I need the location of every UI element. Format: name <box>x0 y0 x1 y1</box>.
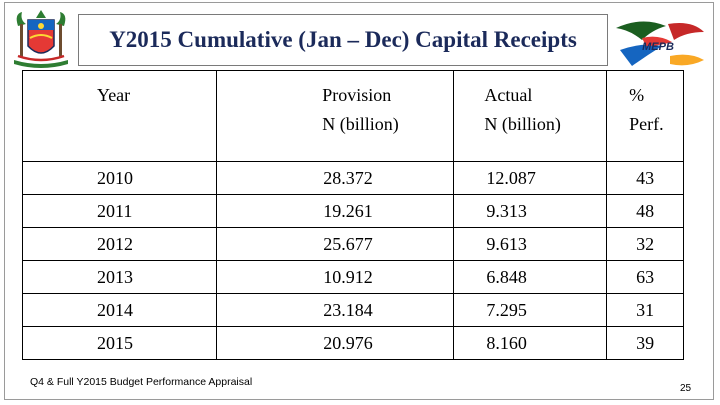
cell-perf: 43 <box>607 162 684 195</box>
cell-actual: 9.613 <box>454 228 607 261</box>
cell-year: 2015 <box>23 327 217 360</box>
table-row <box>23 162 684 195</box>
cell-year: 2010 <box>23 162 217 195</box>
page-number: 25 <box>680 383 692 394</box>
cell-provision: 20.976 <box>217 327 454 360</box>
header-actual: Actual N (billion) <box>454 71 607 162</box>
cell-perf: 39 <box>607 327 684 360</box>
cell-provision: 10.912 <box>217 261 454 294</box>
header-provision: Provision N (billion) <box>217 71 454 162</box>
state-crest-logo <box>8 6 74 72</box>
title-box <box>78 14 608 66</box>
cell-year: 2013 <box>23 261 217 294</box>
cell-provision: 28.372 <box>217 162 454 195</box>
cell-perf: 31 <box>607 294 684 327</box>
table-row <box>23 228 684 261</box>
cell-year: 2012 <box>23 228 217 261</box>
capital-receipts-table <box>22 70 684 360</box>
cell-actual: 7.295 <box>454 294 607 327</box>
cell-actual: 8.160 <box>454 327 607 360</box>
table-row <box>23 294 684 327</box>
cell-perf: 32 <box>607 228 684 261</box>
cell-year: 2014 <box>23 294 217 327</box>
cell-provision: 23.184 <box>217 294 454 327</box>
cell-year: 2011 <box>23 195 217 228</box>
mepb-logo <box>612 16 708 72</box>
table-row <box>23 261 684 294</box>
table-row <box>23 195 684 228</box>
mepb-logo-text: MEPB <box>642 41 674 53</box>
cell-actual: 6.848 <box>454 261 607 294</box>
slide-title: Y2015 Cumulative (Jan – Dec) Capital Receipts <box>109 27 577 52</box>
cell-actual: 9.313 <box>454 195 607 228</box>
slide-footer: Q4 & Full Y2015 Budget Performance Appraisal <box>30 376 253 388</box>
header-year: Year <box>23 71 217 162</box>
header-perf: % Perf. <box>607 71 684 162</box>
table-header-row <box>23 71 684 162</box>
cell-perf: 48 <box>607 195 684 228</box>
table-row <box>23 327 684 360</box>
cell-provision: 25.677 <box>217 228 454 261</box>
cell-provision: 19.261 <box>217 195 454 228</box>
cell-perf: 63 <box>607 261 684 294</box>
cell-actual: 12.087 <box>454 162 607 195</box>
